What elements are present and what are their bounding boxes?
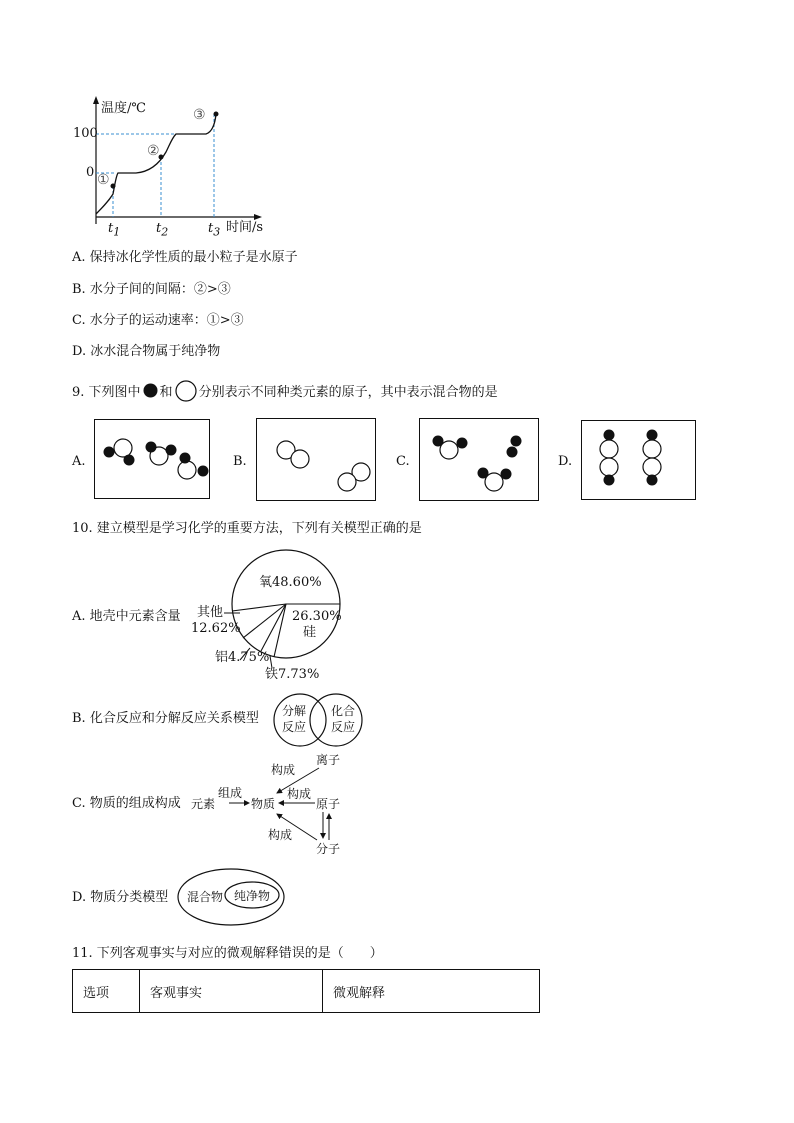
graph-x-tick-t3: $t_3$ xyxy=(208,221,221,239)
classify-mixture: 混合物 xyxy=(187,890,224,904)
diagram-constitute-ion: 构成 xyxy=(271,763,296,777)
graph-x-tick-t1: $t_1$ xyxy=(108,221,121,239)
header-explanation: 微观解释 xyxy=(323,970,540,1013)
q10-option-c: C. 物质的组成构成 xyxy=(72,796,181,811)
q10-option-a: A. 地壳中元素含量 xyxy=(72,609,181,624)
q9-stem: 9. 下列图中 和 分别表示不同种类元素的原子，其中表示混合物的是 xyxy=(72,380,498,402)
q9-label-c: C. xyxy=(396,454,410,469)
temperature-time-graph xyxy=(66,96,272,240)
q8-option-a: A. 保持冰化学性质的最小粒子是水原子 xyxy=(72,250,298,265)
graph-x-label: 时间/s xyxy=(226,220,264,235)
graph-point-3-label: ③ xyxy=(193,107,206,123)
header-fact: 客观事实 xyxy=(140,970,323,1013)
q9-label-b: B. xyxy=(233,454,247,469)
q8-option-d: D. 冰水混合物属于纯净物 xyxy=(72,344,221,359)
q10-stem: 10. 建立模型是学习化学的重要方法，下列有关模型正确的是 xyxy=(72,521,422,536)
pie-label-other: 其他 xyxy=(197,605,224,620)
diagram-ion: 离子 xyxy=(316,753,341,767)
venn-right-line1: 化合 xyxy=(331,704,356,718)
graph-point-2-label: ② xyxy=(147,143,160,159)
point-1-dot xyxy=(111,184,116,189)
q10-option-b: B. 化合反应和分解反应关系模型 xyxy=(72,711,259,726)
q11-stem: 11. 下列客观事实与对应的微观解释错误的是（ ） xyxy=(72,946,383,961)
q9-label-a: A. xyxy=(72,454,86,469)
pie-label-iron: 铁7.73% xyxy=(265,667,320,682)
table-row xyxy=(73,970,540,1013)
pie-label-aluminum: 铝4.75% xyxy=(215,650,270,665)
diagram-constitute-molecule: 构成 xyxy=(268,828,293,842)
pie-label-silicon-pct: 26.30% xyxy=(292,609,342,624)
diagram-atom: 原子 xyxy=(316,797,341,811)
venn-left-line1: 分解 xyxy=(282,704,307,718)
q9-box-c[interactable] xyxy=(419,418,539,501)
q8-option-b: B. 水分子间的间隔：②>③ xyxy=(72,282,231,297)
venn-right-line2: 反应 xyxy=(331,720,356,734)
graph-x-tick-t2: $t_2$ xyxy=(156,221,169,239)
diagram-element: 元素 xyxy=(191,797,216,811)
pie-label-oxygen: 氧48.60% xyxy=(259,575,322,590)
classify-pure: 纯净物 xyxy=(234,889,271,903)
composition-arrows xyxy=(215,760,345,850)
white-atom-icon xyxy=(175,380,197,402)
graph-y-arrow xyxy=(93,96,99,104)
graph-y-label: 温度/℃ xyxy=(101,101,146,116)
q8-option-c: C. 水分子的运动速率：①>③ xyxy=(72,313,244,328)
diagram-constitute-atom: 构成 xyxy=(287,787,312,801)
pie-label-other-pct: 12.62% xyxy=(191,621,241,636)
heating-curve xyxy=(96,114,216,214)
point-3-dot xyxy=(214,112,219,117)
q9-label-d: D. xyxy=(558,454,573,469)
header-option: 选项 xyxy=(73,970,140,1013)
black-atom-icon xyxy=(143,383,158,398)
q9-box-a[interactable] xyxy=(94,419,210,499)
q11-table xyxy=(72,969,540,1013)
graph-point-1-label: ① xyxy=(97,172,110,188)
diagram-molecule: 分子 xyxy=(316,842,341,856)
venn-left-line2: 反应 xyxy=(282,720,307,734)
graph-y-tick-0: 0 xyxy=(86,165,95,180)
q10-option-d: D. 物质分类模型 xyxy=(72,890,169,905)
q9-box-d[interactable] xyxy=(581,420,696,500)
diagram-compose: 组成 xyxy=(218,786,243,800)
pie-label-silicon: 硅 xyxy=(303,625,317,640)
diagram-substance: 物质 xyxy=(251,797,276,811)
graph-y-tick-100: 100 xyxy=(73,126,98,141)
q9-box-b[interactable] xyxy=(256,418,376,501)
